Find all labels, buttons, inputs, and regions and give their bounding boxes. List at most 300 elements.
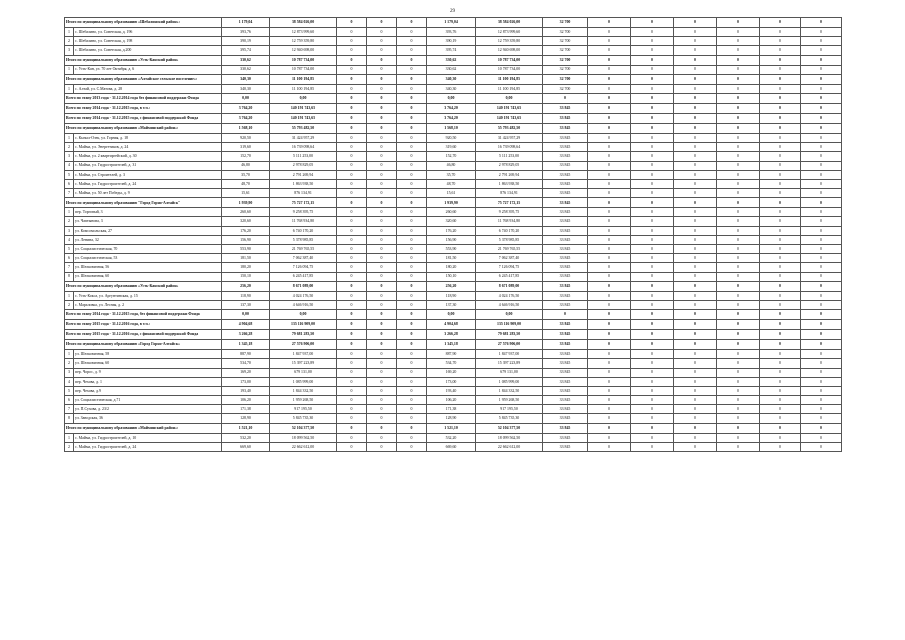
value-cell: 33 845 (543, 263, 588, 272)
row-number: 2 (65, 217, 74, 226)
value-cell: 11 768 934,80 (270, 217, 337, 226)
value-cell: 0 (397, 103, 427, 113)
value-cell: 10 787 734,00 (270, 55, 337, 65)
value-cell: 0 (801, 170, 842, 179)
address-cell: с. Алтай, ул. С.Матова, д. 28 (74, 84, 222, 93)
table-row (65, 84, 842, 93)
value-cell: 3 266,28 (222, 330, 270, 340)
value-cell: 0 (801, 133, 842, 142)
value-cell: 0 (397, 359, 427, 368)
value-cell: 0 (367, 405, 397, 414)
value-cell: 0 (717, 226, 760, 235)
value-cell: 1 959 268,50 (270, 396, 337, 405)
table-row (65, 208, 842, 217)
row-number: 6 (65, 396, 74, 405)
value-cell: 0 (367, 133, 397, 142)
value-cell: 0 (397, 170, 427, 179)
table-total-row (65, 320, 842, 330)
value-cell: 0 (717, 133, 760, 142)
value-cell: 27 576 906,00 (270, 340, 337, 350)
value-cell: 140 191 743,65 (476, 103, 543, 113)
row-number: 6 (65, 254, 74, 263)
value-cell: 0 (367, 414, 397, 423)
value-cell: 0 (337, 405, 367, 414)
value-cell: 0 (631, 152, 674, 161)
value-cell: 0 (337, 84, 367, 93)
value-cell: 0 (367, 103, 397, 113)
address-cell: с. Шебалино, ул. Советская, д. 196 (74, 28, 222, 37)
value-cell: 0 (674, 189, 717, 198)
value-cell: 18 099 562,50 (476, 433, 543, 442)
table-row (65, 226, 842, 235)
value-cell: 33 845 (543, 103, 588, 113)
value-cell: 0 (631, 18, 674, 28)
value-cell: 0 (631, 350, 674, 359)
value-cell: 1 568,10 (427, 123, 476, 133)
row-number: 1 (65, 433, 74, 442)
value-cell: 33 845 (543, 300, 588, 309)
value-cell: 0 (367, 37, 397, 46)
value-cell: 0 (674, 320, 717, 330)
value-cell: 0 (760, 272, 801, 281)
value-cell: 0 (717, 272, 760, 281)
value-cell: 0 (674, 235, 717, 244)
value-cell: 534,70 (427, 359, 476, 368)
value-cell: 32 700 (543, 18, 588, 28)
value-cell: 0 (397, 46, 427, 55)
value-cell: 173,00 (427, 377, 476, 386)
value-cell: 679 131,00 (270, 368, 337, 377)
value-cell: 0 (337, 161, 367, 170)
value-cell: 0 (674, 386, 717, 395)
value-cell: 0 (760, 433, 801, 442)
value-cell: 395,74 (222, 46, 270, 55)
value-cell: 0 (717, 93, 760, 103)
address-cell: ул. Социалистическая, 53 (74, 254, 222, 263)
value-cell: 55 793 482,50 (270, 123, 337, 133)
value-cell: 0 (717, 330, 760, 340)
value-cell: 0 (801, 359, 842, 368)
value-cell: 256,20 (427, 281, 476, 291)
value-cell: 0 (674, 263, 717, 272)
value-cell: 0 (760, 37, 801, 46)
value-cell: 0 (397, 405, 427, 414)
value-cell: 32 700 (543, 37, 588, 46)
value-cell: 0 (631, 359, 674, 368)
value-cell: 0 (631, 368, 674, 377)
value-cell: 0 (631, 74, 674, 84)
value-cell: 0 (801, 123, 842, 133)
value-cell: 0 (588, 226, 631, 235)
value-cell: 0 (631, 245, 674, 254)
value-cell: 0 (588, 152, 631, 161)
value-cell: 0 (397, 123, 427, 133)
value-cell: 79 681 283,50 (476, 330, 543, 340)
value-cell: 33 845 (543, 396, 588, 405)
value-cell: 917 195,50 (270, 405, 337, 414)
table-row (65, 433, 842, 442)
address-cell: с. Майма, ул. Гидростроителей, д. 24 (74, 179, 222, 188)
table-total-row (65, 340, 842, 350)
value-cell: 0 (588, 123, 631, 133)
value-cell: 679 131,00 (476, 368, 543, 377)
value-cell: 0 (588, 350, 631, 359)
value-cell: 0 (760, 46, 801, 55)
value-cell: 0 (337, 103, 367, 113)
value-cell: 0 (801, 103, 842, 113)
value-cell: 33 845 (543, 152, 588, 161)
value-cell: 0 (337, 208, 367, 217)
value-cell: 0 (588, 18, 631, 28)
value-cell: 0 (588, 65, 631, 74)
address-cell: ул. Социалистическая, 70 (74, 245, 222, 254)
value-cell: 0 (631, 161, 674, 170)
address-cell: ул. Комсомольская, 27 (74, 226, 222, 235)
value-cell: 0 (397, 152, 427, 161)
value-cell: 0 (397, 143, 427, 152)
value-cell: 0 (717, 170, 760, 179)
value-cell: 0 (367, 198, 397, 208)
value-cell: 0 (588, 93, 631, 103)
value-cell: 0 (631, 37, 674, 46)
value-cell: 33 845 (543, 423, 588, 433)
value-cell: 0 (337, 254, 367, 263)
value-cell: 0 (801, 310, 842, 320)
total-label-cell: Всего по этапу 2014 года - 31.12.2015 года, в т.ч.: (65, 103, 222, 113)
table-row (65, 152, 842, 161)
address-cell: с. Майма, ул. Гидростроителей, д. 10 (74, 433, 222, 442)
value-cell: 0 (631, 433, 674, 442)
value-cell: 0 (801, 377, 842, 386)
value-cell: 33 845 (543, 189, 588, 198)
value-cell: 0 (717, 217, 760, 226)
value-cell: 1 844 332,50 (476, 386, 543, 395)
total-label-cell: Всего по этапу 2014 года - 31.12.2015 года, без финансовой поддержки Фонда (65, 310, 222, 320)
value-cell: 181,50 (427, 254, 476, 263)
value-cell: 5 111 253,00 (476, 152, 543, 161)
value-cell: 0 (717, 143, 760, 152)
value-cell: 0 (760, 414, 801, 423)
row-number: 1 (65, 291, 74, 300)
value-cell: 0 (631, 291, 674, 300)
value-cell: 0 (337, 272, 367, 281)
value-cell: 15,61 (427, 189, 476, 198)
value-cell: 0 (588, 103, 631, 113)
value-cell: 10 787 734,00 (270, 65, 337, 74)
value-cell: 330,62 (222, 55, 270, 65)
value-cell: 0 (717, 113, 760, 123)
value-cell: 33 845 (543, 254, 588, 263)
row-number: 2 (65, 442, 74, 451)
table-total-row (65, 310, 842, 320)
value-cell: 0 (760, 18, 801, 28)
value-cell: 0 (674, 18, 717, 28)
value-cell: 553,90 (222, 245, 270, 254)
value-cell: 0 (631, 198, 674, 208)
value-cell: 0 (674, 350, 717, 359)
value-cell: 0 (588, 28, 631, 37)
value-cell: 0 (397, 37, 427, 46)
table-row (65, 377, 842, 386)
value-cell: 33 845 (543, 414, 588, 423)
total-label-cell: Всего по этапу 2015 года - 31.12.2016 года, с финансовой поддержкой Фонда (65, 330, 222, 340)
value-cell: 0 (397, 208, 427, 217)
value-cell: 0 (674, 217, 717, 226)
value-cell: 0 (588, 359, 631, 368)
value-cell: 0 (760, 442, 801, 451)
value-cell: 10 787 734,00 (476, 65, 543, 74)
value-cell: 0 (760, 310, 801, 320)
value-cell: 0 (760, 103, 801, 113)
value-cell: 0 (367, 123, 397, 133)
value-cell: 0 (397, 254, 427, 263)
value-cell: 0 (631, 330, 674, 340)
value-cell: 4 904,68 (427, 320, 476, 330)
value-cell: 8 671 089,00 (476, 281, 543, 291)
table-row (65, 143, 842, 152)
value-cell: 27 576 906,00 (476, 340, 543, 350)
value-cell: 0 (801, 74, 842, 84)
value-cell: 0 (717, 405, 760, 414)
value-cell: 0 (760, 123, 801, 133)
value-cell: 0,00 (222, 310, 270, 320)
value-cell: 0 (717, 103, 760, 113)
value-cell: 106,20 (222, 396, 270, 405)
table-total-row (65, 113, 842, 123)
value-cell: 38 584 026,00 (270, 18, 337, 28)
value-cell: 1 863 938,50 (476, 179, 543, 188)
value-cell: 33 845 (543, 143, 588, 152)
value-cell: 0 (588, 263, 631, 272)
value-cell: 0 (588, 143, 631, 152)
value-cell: 0 (674, 84, 717, 93)
value-cell: 0 (674, 179, 717, 188)
value-cell: 12 940 698,00 (270, 46, 337, 55)
value-cell: 0 (367, 310, 397, 320)
value-cell: 0 (631, 281, 674, 291)
row-number: 5 (65, 170, 74, 179)
value-cell: 0 (674, 377, 717, 386)
value-cell: 0 (674, 93, 717, 103)
value-cell: 0 (337, 386, 367, 395)
value-cell: 3 764,20 (222, 113, 270, 123)
row-number: 4 (65, 377, 74, 386)
value-cell: 876 134,91 (476, 189, 543, 198)
value-cell: 33 845 (543, 123, 588, 133)
value-cell: 0 (367, 235, 397, 244)
value-cell: 156,90 (427, 235, 476, 244)
value-cell: 330,62 (427, 65, 476, 74)
value-cell: 0 (674, 281, 717, 291)
value-cell: 0,00 (270, 93, 337, 103)
value-cell: 0 (588, 46, 631, 55)
value-cell: 0 (760, 74, 801, 84)
value-cell: 16 739 098,64 (476, 143, 543, 152)
total-label-cell: Итого по муниципальному образованию «Майминский район»: (65, 123, 222, 133)
value-cell: 0 (397, 65, 427, 74)
value-cell: 887,90 (222, 350, 270, 359)
value-cell: 876 134,91 (270, 189, 337, 198)
total-label-cell: Итого по муниципальному образованию «Город Горно-Алтайск» (65, 340, 222, 350)
value-cell: 5 845 735,30 (270, 414, 337, 423)
value-cell: 32 700 (543, 46, 588, 55)
value-cell: 0 (397, 217, 427, 226)
address-cell: с. Мараловка, ул. Лесная, д. 2 (74, 300, 222, 309)
value-cell: 0 (367, 208, 397, 217)
value-cell: 0 (674, 37, 717, 46)
value-cell: 0 (674, 103, 717, 113)
row-number: 2 (65, 300, 74, 309)
table-total-row (65, 330, 842, 340)
value-cell: 33 845 (543, 330, 588, 340)
value-cell: 7 126 094,75 (476, 263, 543, 272)
value-cell: 330,62 (222, 65, 270, 74)
value-cell: 0 (717, 310, 760, 320)
value-cell: 0 (717, 37, 760, 46)
value-cell: 260,60 (222, 208, 270, 217)
value-cell: 0 (760, 386, 801, 395)
value-cell: 0 (397, 235, 427, 244)
total-label-cell: Всего по этапу 2015 года - 31.12.2016 года, в т.ч.: (65, 320, 222, 330)
value-cell: 0 (760, 330, 801, 340)
value-cell: 0 (367, 377, 397, 386)
value-cell: 0 (337, 198, 367, 208)
value-cell: 0 (588, 320, 631, 330)
address-cell: ул. Шелковичная, 58 (74, 350, 222, 359)
value-cell: 0 (631, 28, 674, 37)
value-cell: 75 727 172,15 (476, 198, 543, 208)
value-cell: 0 (588, 208, 631, 217)
value-cell: 11 100 194,85 (270, 84, 337, 93)
value-cell: 0 (801, 330, 842, 340)
value-cell: 128,90 (427, 414, 476, 423)
address-cell: с. Майма, ул. Гидростроителей, д. 24 (74, 442, 222, 451)
value-cell: 0 (674, 170, 717, 179)
value-cell: 152,70 (222, 152, 270, 161)
value-cell: 0 (397, 245, 427, 254)
value-cell: 0 (337, 330, 367, 340)
value-cell: 2 978 829,05 (270, 161, 337, 170)
value-cell: 0 (397, 310, 427, 320)
value-cell: 390,19 (222, 37, 270, 46)
total-label-cell: Итого по муниципальному образованию «Майминский район»: (65, 423, 222, 433)
value-cell: 0 (631, 405, 674, 414)
value-cell: 0 (397, 442, 427, 451)
value-cell: 6 740 170,20 (270, 226, 337, 235)
value-cell: 22 662 612,00 (476, 442, 543, 451)
value-cell: 0 (588, 291, 631, 300)
value-cell: 7 062 387,40 (270, 254, 337, 263)
value-cell: 118,90 (222, 291, 270, 300)
value-cell: 0 (631, 377, 674, 386)
value-cell: 33 845 (543, 405, 588, 414)
value-cell: 340,30 (222, 84, 270, 93)
value-cell: 0 (337, 37, 367, 46)
value-cell: 0 (631, 84, 674, 93)
value-cell: 0 (674, 310, 717, 320)
value-cell: 0 (631, 93, 674, 103)
value-cell: 0 (588, 272, 631, 281)
value-cell: 0 (337, 93, 367, 103)
value-cell: 0 (367, 396, 397, 405)
value-cell: 0 (631, 226, 674, 235)
value-cell: 0 (717, 189, 760, 198)
value-cell: 176,20 (222, 226, 270, 235)
value-cell: 0 (337, 368, 367, 377)
value-cell: 0 (801, 84, 842, 93)
value-cell: 0 (801, 28, 842, 37)
value-cell: 18 099 562,50 (270, 433, 337, 442)
value-cell: 31 424 957,29 (270, 133, 337, 142)
value-cell: 0 (397, 55, 427, 65)
value-cell: 8 671 089,00 (270, 281, 337, 291)
value-cell: 0 (760, 208, 801, 217)
value-cell: 0 (631, 442, 674, 451)
page-number: 29 (450, 9, 455, 14)
table-row (65, 350, 842, 359)
value-cell: 0 (801, 93, 842, 103)
value-cell: 140 191 743,65 (476, 113, 543, 123)
table-row (65, 46, 842, 55)
value-cell: 0 (717, 46, 760, 55)
value-cell: 0 (760, 245, 801, 254)
value-cell: 0 (760, 300, 801, 309)
value-cell: 0 (674, 272, 717, 281)
value-cell: 0 (337, 179, 367, 188)
table-row (65, 28, 842, 37)
value-cell: 0 (801, 245, 842, 254)
value-cell: 0 (337, 113, 367, 123)
value-cell: 534,70 (222, 359, 270, 368)
table-total-row (65, 123, 842, 133)
value-cell: 0 (717, 55, 760, 65)
value-cell: 3 266,28 (427, 330, 476, 340)
value-cell: 0 (760, 84, 801, 93)
table-row (65, 179, 842, 188)
value-cell: 135 116 909,00 (270, 320, 337, 330)
value-cell: 0 (674, 433, 717, 442)
table-row (65, 161, 842, 170)
value-cell: 106,20 (427, 396, 476, 405)
value-cell: 0 (337, 263, 367, 272)
value-cell: 0 (760, 170, 801, 179)
value-cell: 11 768 934,80 (476, 217, 543, 226)
row-number: 8 (65, 414, 74, 423)
address-cell: ул. П.Сухова, д. 23/2 (74, 405, 222, 414)
value-cell: 52 104 377,50 (270, 423, 337, 433)
value-cell: 0 (367, 84, 397, 93)
value-cell: 0 (397, 291, 427, 300)
value-cell: 0 (717, 281, 760, 291)
value-cell: 0 (337, 152, 367, 161)
value-cell: 0 (588, 84, 631, 93)
value-cell: 0 (588, 74, 631, 84)
row-number: 1 (65, 208, 74, 217)
table-total-row (65, 198, 842, 208)
value-cell: 393,76 (427, 28, 476, 37)
value-cell: 0 (801, 368, 842, 377)
value-cell: 2 791 269,94 (270, 170, 337, 179)
value-cell: 0 (588, 423, 631, 433)
value-cell: 0 (717, 423, 760, 433)
value-cell: 0 (717, 152, 760, 161)
table-row (65, 414, 842, 423)
value-cell: 0 (801, 405, 842, 414)
value-cell: 1 939,90 (222, 198, 270, 208)
value-cell: 0 (631, 123, 674, 133)
value-cell: 1 085 999,00 (270, 377, 337, 386)
value-cell: 0 (674, 113, 717, 123)
